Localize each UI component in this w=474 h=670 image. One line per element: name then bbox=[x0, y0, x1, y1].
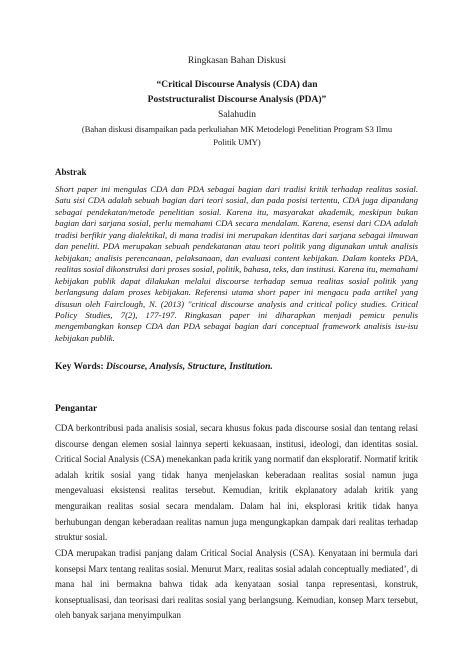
section-heading: Pengantar bbox=[55, 404, 98, 414]
title-line-1: “Critical Discourse Analysis (CDA) dan bbox=[156, 80, 318, 90]
document-label: Ringkasan Bahan Diskusi bbox=[187, 56, 287, 66]
keywords-values: Discourse, Analysis, Structure, Institution. bbox=[106, 362, 273, 372]
title-line-2: Poststructuralist Discourse Analysis (PDA)” bbox=[147, 95, 327, 105]
abstract-body bbox=[55, 184, 418, 344]
paragraph-2-text: CDA merupakan tradisi panjang dalam Critical Social Analysis (CSA). Kenyataan ini bermula dari konsepsi Marx tentang realitas sosial. Menurut Marx, realitas sosial adalah conceptually mediated’, di mana hal ini bermakna bahwa tidak ada kenyataan sosial tanpa representasi, konstruk, konseptualisasi, dan teorisasi dari realitas sosial yang berlangsung. Kemudian, konsep Marx tersebut, oleh banyak sarjana menyimpulkan bbox=[55, 548, 418, 621]
section-paragraph-2 bbox=[55, 546, 418, 624]
paragraph-1-text: CDA berkontribusi pada analisis sosial, secara khusus fokus pada discourse sosial dan tentang relasi discourse dengan elemen sosial lainnya seperti kekuasaan, institusi, ideologi, dan identitas sosial. Critical Social Analysis (CSA) menekankan pada kritik yang normatif dan eksploratif. Normatif kritik adalah kritik sosial yang tidak hanya menjelaskan keberadaan realitas sosial namun juga mengevaluasi eksistensi realitas tersebut. Kemudian, kritik ekplanatory adalah kritik yang menguraikan realitas sosial secara mendalam. Dalam hal ini, eksplorasi kritik tidak hanya berhubungan dengan keberadaan realitas namun juga mengungkapkan dampak dari realitas terhadap struktur sosial. bbox=[55, 423, 418, 543]
section-paragraph-1 bbox=[55, 421, 418, 546]
affiliation-note bbox=[40, 123, 434, 149]
affiliation-note-line-1: (Bahan diskusi disampaikan pada perkuliahan MK Metodelogi Penelitian Program S3 Ilmu bbox=[81, 124, 393, 134]
keywords-label: Key Words: bbox=[55, 362, 104, 372]
abstract-text: Short paper ini mengulas CDA dan PDA sebagai bagian dari tradisi kritik terhadap realitas sosial. Satu sisi CDA adalah sebuah bagian dari teori sosial, dan pada posisi tertentu, CDA juga dipandang sebagai pendekatan/metode penelitian sosial. Karena itu, masyarakat akademik, meskipun bukan bagian dari sarjana sosial, perlu memahami CDA secara mendalam. Karena, esensi dari CDA adalah tradisi berfikir yang dialektikal, di mana tradisi ini merupakan identitas dari sarjana sebagai ilmuwan dan peneliti. PDA merupakan sebuah pendekatanan atau teori politik yang digunakan untuk analisis kebijakan; analisis perencanaan, pelaksanaan, dan evaluasi content kebijakan. Dalam konteks PDA, realitas sosial dikonstruksi dari proses sosial, politik, bahasa, teks, dan institusi. Karena itu, memahami kebijakan publik dapat dilakukan melalui discourse terhadap semua realitas sosial politik yang berlangsung dalam proses kebijakan. Referensi utama short paper ini mengacu pada artikel yang disusun oleh Fairclough, N. (2013) ''critical discourse analysis and critical policy studies. Critical Policy Studies, 7(2), 177-197. Ringkasan paper ini diharapkan menjadi pemicu penulis mengembangkan konsep CDA dan PDA sebagai bagian dari conceptual framework analisis isu-isu kebijakan publik. bbox=[55, 184, 418, 343]
author-name: Salahudin bbox=[218, 110, 256, 120]
abstract-heading: Abstrak bbox=[55, 167, 87, 177]
affiliation-note-line-2: Politik UMY) bbox=[213, 137, 261, 147]
keywords-line bbox=[55, 362, 418, 372]
